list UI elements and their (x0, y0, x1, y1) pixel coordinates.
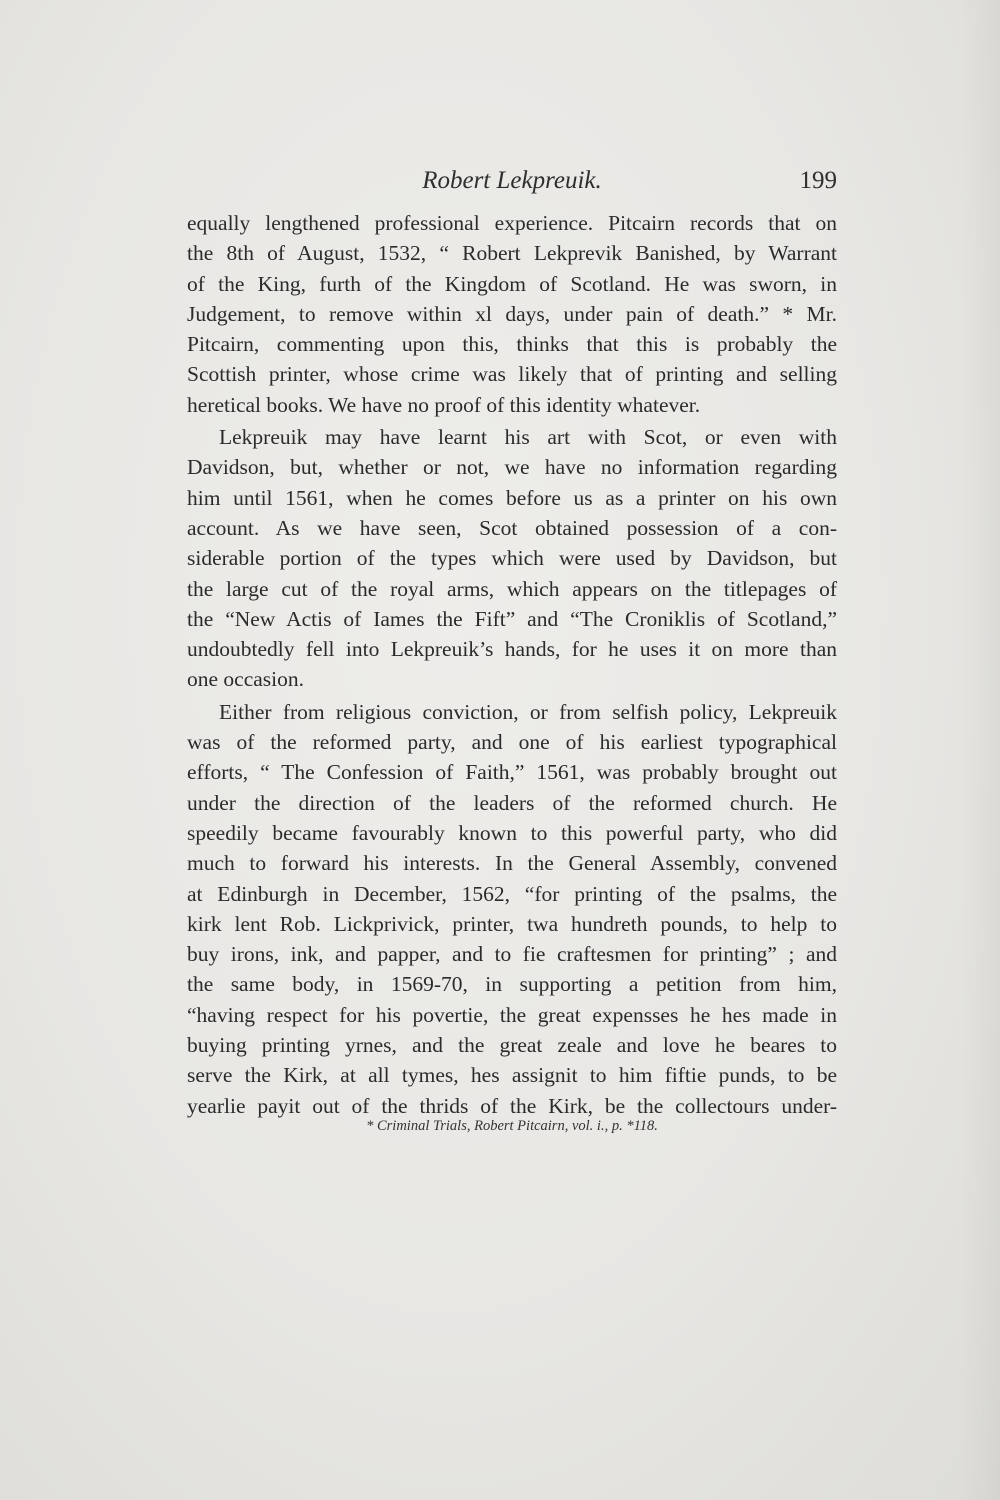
text-line: the same body, in 1569-70, in supporting a petition from him, (187, 972, 837, 997)
page-number: 199 (799, 167, 837, 194)
text-line: heretical books. We have no proof of this identity whatever. (187, 392, 701, 417)
text-line: account. As we have seen, Scot obtained possession of a con- (187, 515, 837, 540)
text-line: siderable portion of the types which were used by Davidson, but (187, 546, 837, 571)
text-line: the large cut of the royal arms, which appears on the titlepages of (187, 576, 837, 601)
text-line: serve the Kirk, at all tymes, hes assignit to him fiftie punds, to be (187, 1063, 837, 1088)
text-line: the “New Actis of Iames the Fift” and “The Croniklis of Scotland,” (187, 606, 837, 631)
text-line: was of the reformed party, and one of his earliest typographical (187, 730, 837, 755)
text-line: Judgement, to remove within xl days, under pain of death.” * Mr. (187, 301, 837, 326)
text-line: Lekpreuik may have learnt his art with Scot, or even with (219, 425, 837, 450)
footnote: * Criminal Trials, Robert Pitcairn, vol. i., p. *118. (366, 1118, 658, 1134)
text-line: of the King, furth of the Kingdom of Scotland. He was sworn, in (187, 271, 837, 296)
text-line: yearlie payit out of the thrids of the Kirk, be the collectours under- (187, 1093, 837, 1118)
paragraph-3 (187, 697, 837, 1121)
body-text (187, 208, 837, 1121)
text-line: under the direction of the leaders of the reformed church. He (187, 790, 837, 815)
text-line: Either from religious conviction, or from selfish policy, Lekpreuik (219, 699, 837, 724)
text-line: equally lengthened professional experience. Pitcairn records that on (187, 211, 837, 235)
text-line: buying printing yrnes, and the great zeale and love he beares to (187, 1033, 837, 1058)
text-line: Scottish printer, whose crime was likely that of printing and selling (187, 362, 837, 387)
text-line: Davidson, but, whether or not, we have no information regarding (187, 455, 837, 480)
text-line: Pitcairn, commenting upon this, thinks that this is probably the (187, 332, 837, 357)
running-head (187, 166, 837, 200)
text-line: speedily became favourably known to this powerful party, who did (187, 820, 837, 845)
text-line: undoubtedly fell into Lekpreuik’s hands, for he uses it on more than (187, 637, 837, 662)
paragraph-2 (187, 422, 837, 695)
text-line: efforts, “ The Confession of Faith,” 1561, was probably brought out (187, 760, 837, 785)
text-line: “having respect for his povertie, the great expensses he hes made in (187, 1002, 837, 1027)
text-line: buy irons, ink, and papper, and to fie craftesmen for printing” ; and (187, 942, 837, 967)
running-title: Robert Lekpreuik. (422, 167, 602, 194)
text-line: kirk lent Rob. Lickprivick, printer, twa hundreth pounds, to help to (187, 911, 837, 936)
text-line: much to forward his interests. In the General Assembly, convened (187, 851, 837, 876)
paragraph-1 (187, 208, 837, 420)
text-line: the 8th of August, 1532, “ Robert Lekprevik Banished, by Warrant (187, 241, 837, 266)
text-line: one occasion. (187, 667, 305, 692)
text-line: at Edinburgh in December, 1562, “for printing of the psalms, the (187, 881, 837, 906)
text-line: him until 1561, when he comes before us as a printer on his own (187, 485, 837, 510)
page-edge-shadow (960, 0, 1000, 1500)
